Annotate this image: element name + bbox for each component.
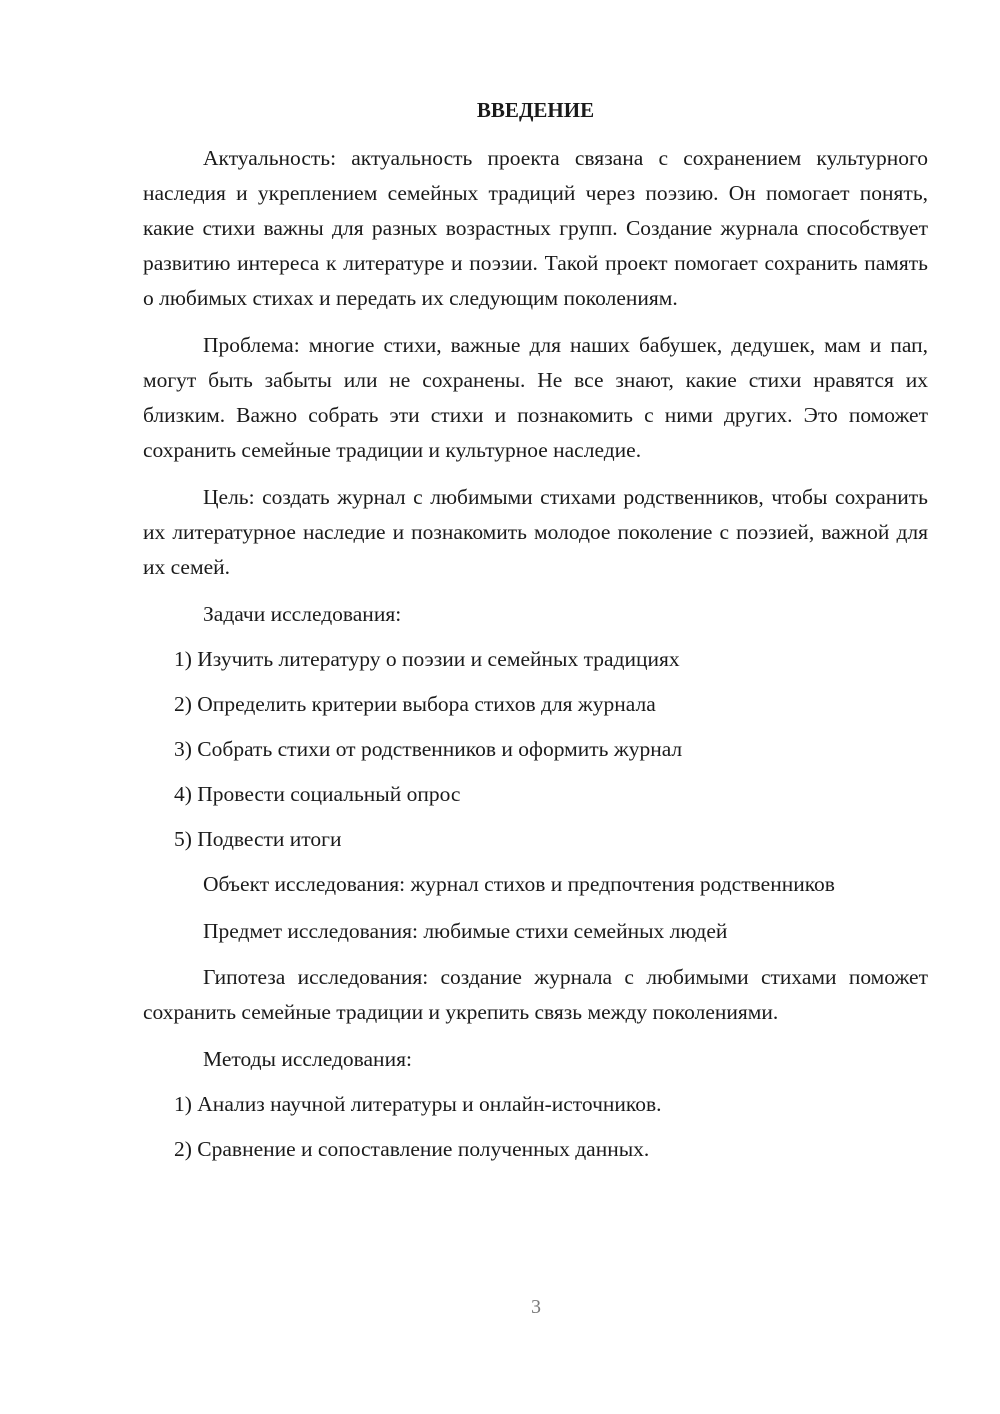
page-title: ВВЕДЕНИЕ: [476, 98, 595, 122]
tasks-heading: Задачи исследования:: [203, 602, 402, 626]
task-item: 4) Провести социальный опрос: [174, 782, 461, 806]
task-item: 1) Изучить литературу о поэзии и семейных традициях: [174, 647, 680, 671]
methods-list: [143, 1087, 928, 1167]
subject-paragraph: Предмет исследования: любимые стихи семейных людей: [203, 919, 728, 943]
object-paragraph: Объект исследования: журнал стихов и предпочтения родственников: [203, 872, 835, 896]
task-item: 3) Собрать стихи от родственников и оформить журнал: [174, 737, 683, 761]
document-page: [143, 95, 928, 1177]
goal-paragraph: Цель: создать журнал с любимыми стихами родственников, чтобы сохранить их литературное наследие и познакомить молодое поколение с поэзией, важной для их семей.: [143, 485, 928, 579]
task-item: 5) Подвести итоги: [174, 827, 342, 851]
page-number: 3: [531, 1296, 541, 1318]
method-item: 2) Сравнение и сопоставление полученных данных.: [174, 1137, 650, 1161]
methods-heading: Методы исследования:: [203, 1047, 412, 1071]
problem-paragraph: Проблема: многие стихи, важные для наших бабушек, дедушек, мам и пап, могут быть забыты или не сохранены. Не все знают, какие стихи нравятся их близким. Важно собрать эти стихи и познакомить с ними других. Это поможет сохранить семейные традиции и культурное наследие.: [143, 333, 928, 462]
method-item: 1) Анализ научной литературы и онлайн-источников.: [174, 1092, 662, 1116]
relevance-paragraph: Актуальность: актуальность проекта связана с сохранением культурного наследия и укреплением семейных традиций через поэзию. Он помогает понять, какие стихи важны для разных возрастных групп. Создание журнала способствует развитию интереса к литературе и поэзии. Такой проект помогает сохранить память о любимых стихах и передать их следующим поколениям.: [143, 146, 928, 310]
hypothesis-paragraph: Гипотеза исследования: создание журнала с любимыми стихами поможет сохранить семейные традиции и укрепить связь между поколениями.: [143, 965, 928, 1024]
tasks-list: [143, 642, 928, 857]
task-item: 2) Определить критерии выбора стихов для журнала: [174, 692, 656, 716]
